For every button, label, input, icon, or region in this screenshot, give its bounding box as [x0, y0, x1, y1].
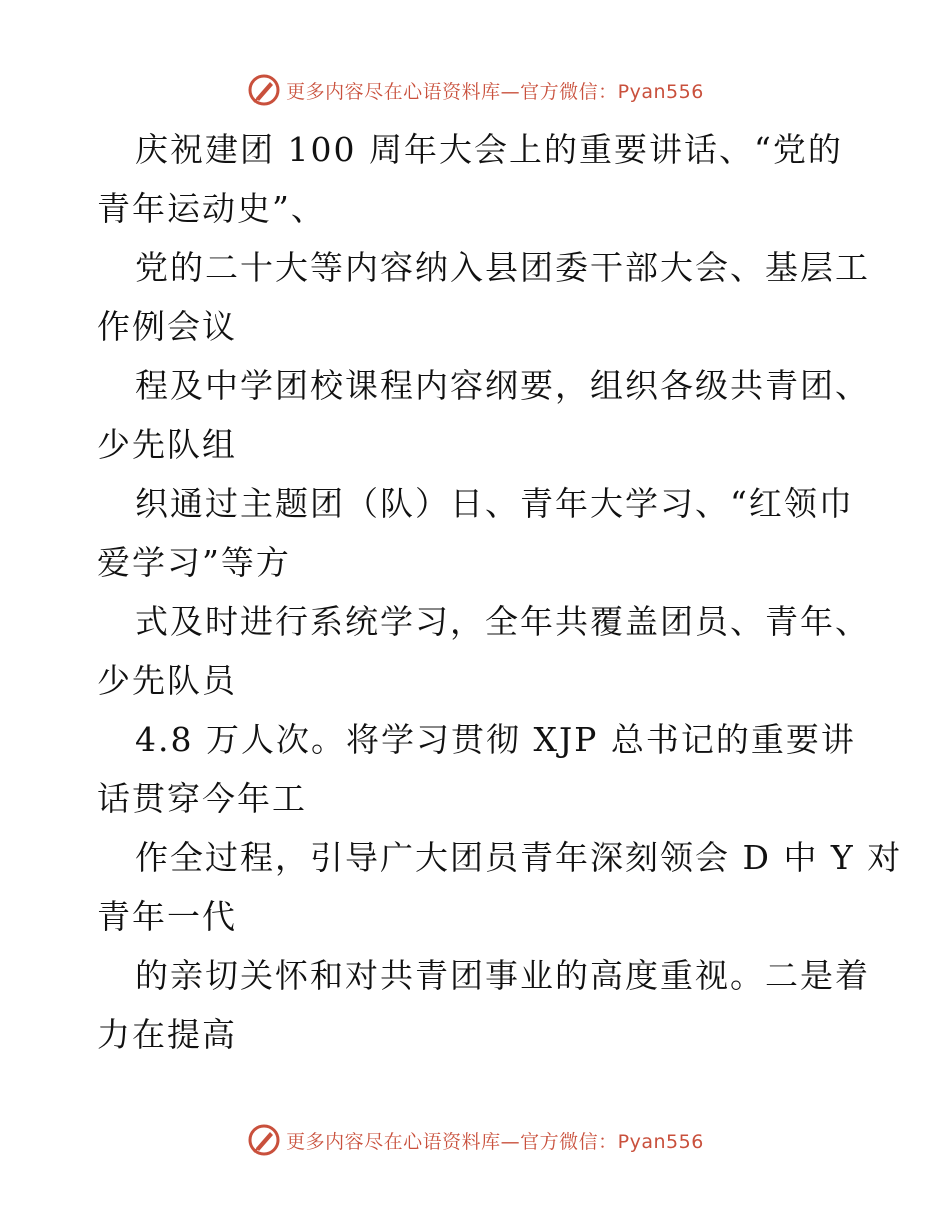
paragraph-line: 织通过主题团（队）日、青年大学习、“红领巾 爱学习”等方	[97, 484, 854, 582]
header-watermark	[0, 70, 950, 110]
paragraph-line: 4.8 万人次。将学习贯彻 XJP 总书记的重要讲 话贯穿今年工	[97, 720, 856, 818]
footer-watermark	[0, 1120, 950, 1160]
document-body	[97, 120, 903, 1064]
paragraph-line: 党的二十大等内容纳入县团委干部大会、基层工 作例会议	[97, 248, 870, 346]
pen-logo-icon	[246, 1122, 282, 1158]
paragraph-line: 程及中学团校课程内容纲要，组织各级共青团、 少先队组	[97, 366, 870, 464]
watermark-text: 更多内容尽在心语资料库—官方微信：Pyan556	[286, 80, 704, 103]
paragraph-line: 的亲切关怀和对共青团事业的高度重视。二是着 力在提高	[97, 956, 870, 1054]
paragraph-line: 式及时进行系统学习，全年共覆盖团员、青年、 少先队员	[97, 602, 870, 700]
paragraph-line: 庆祝建团 100 周年大会上的重要讲话、“党的 青年运动史”、	[97, 130, 843, 228]
pen-logo-icon	[246, 72, 282, 108]
watermark-text: 更多内容尽在心语资料库—官方微信：Pyan556	[286, 1130, 704, 1153]
paragraph-line: 作全过程，引导广大团员青年深刻领会 D 中 Y 对 青年一代	[97, 838, 903, 936]
